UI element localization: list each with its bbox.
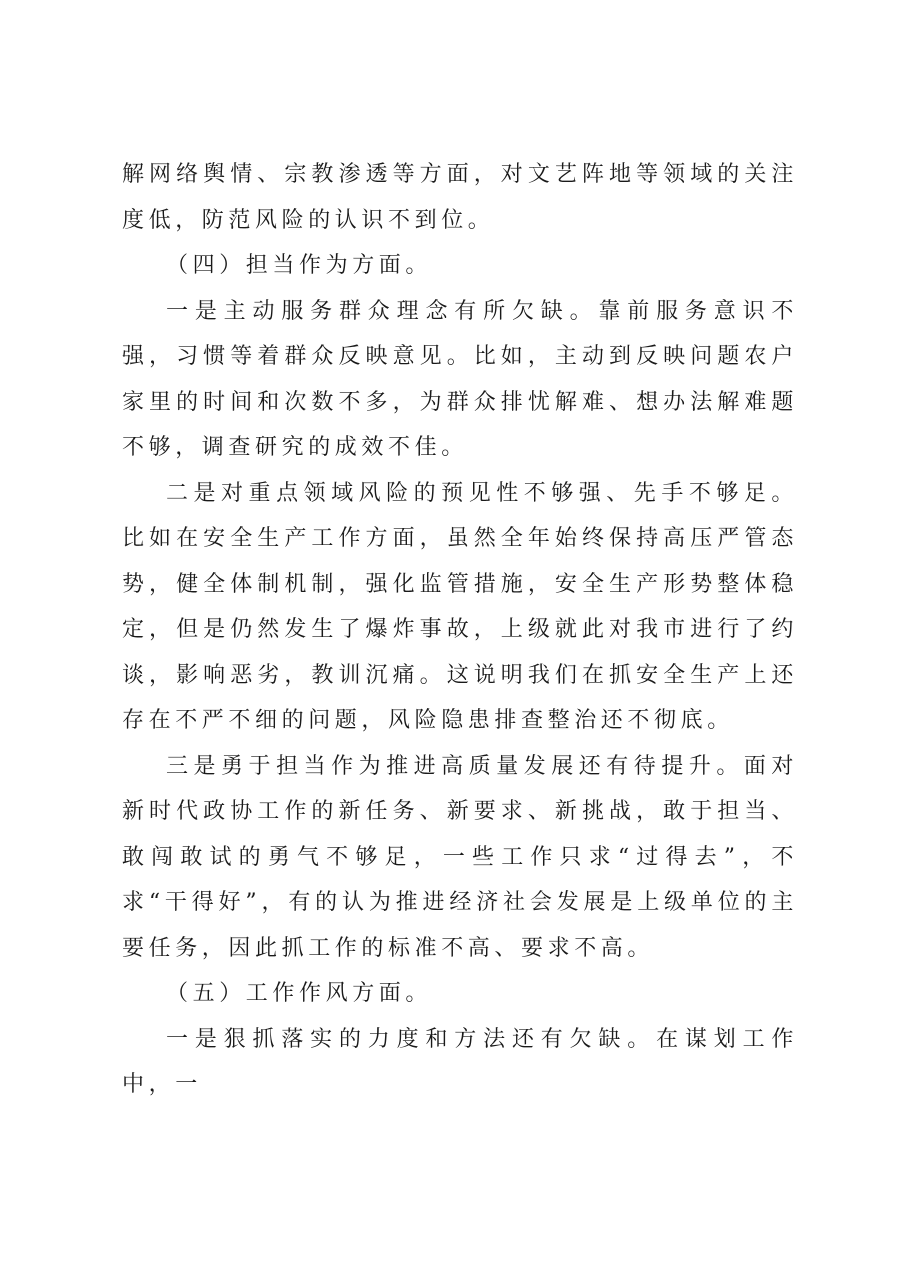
paragraph-point-2: 二是对重点领域风险的预见性不够强、先手不够足。比如在安全生产工作方面，虽然全年始终保持高压严管态势，健全体制机制，强化监管措施，安全生产形势整体稳定，但是仍然发生了爆炸事故，上级就此对我市进行了约谈，影响恶劣，教训沉痛。这说明我们在抓安全生产上还存在不严不细的问题，风险隐患排查整治还不彻底。	[122, 480, 798, 733]
section-heading-5: （五）工作作风方面。	[166, 981, 433, 1006]
section-heading-4: （四）担当作为方面。	[166, 253, 433, 278]
document-body	[122, 152, 798, 1108]
paragraph-point-1-section-5: 一是狠抓落实的力度和方法还有欠缺。在谋划工作中，一	[122, 1026, 798, 1097]
paragraph-continuation: 解网络舆情、宗教渗透等方面，对文艺阵地等领域的关注度低，防范风险的认识不到位。	[122, 162, 798, 233]
paragraph-point-3: 三是勇于担当作为推进高质量发展还有待提升。面对新时代政协工作的新任务、新要求、新挑战，敢于担当、敢闯敢试的勇气不够足，一些工作只求“过得去”，不求“干得好”，有的认为推进经济社会发展是上级单位的主要任务，因此抓工作的标准不高、要求不高。	[122, 753, 798, 961]
paragraph-point-1: 一是主动服务群众理念有所欠缺。靠前服务意识不强，习惯等着群众反映意见。比如，主动到反映问题农户家里的时间和次数不多，为群众排忧解难、想办法解难题不够，调查研究的成效不佳。	[122, 298, 798, 460]
